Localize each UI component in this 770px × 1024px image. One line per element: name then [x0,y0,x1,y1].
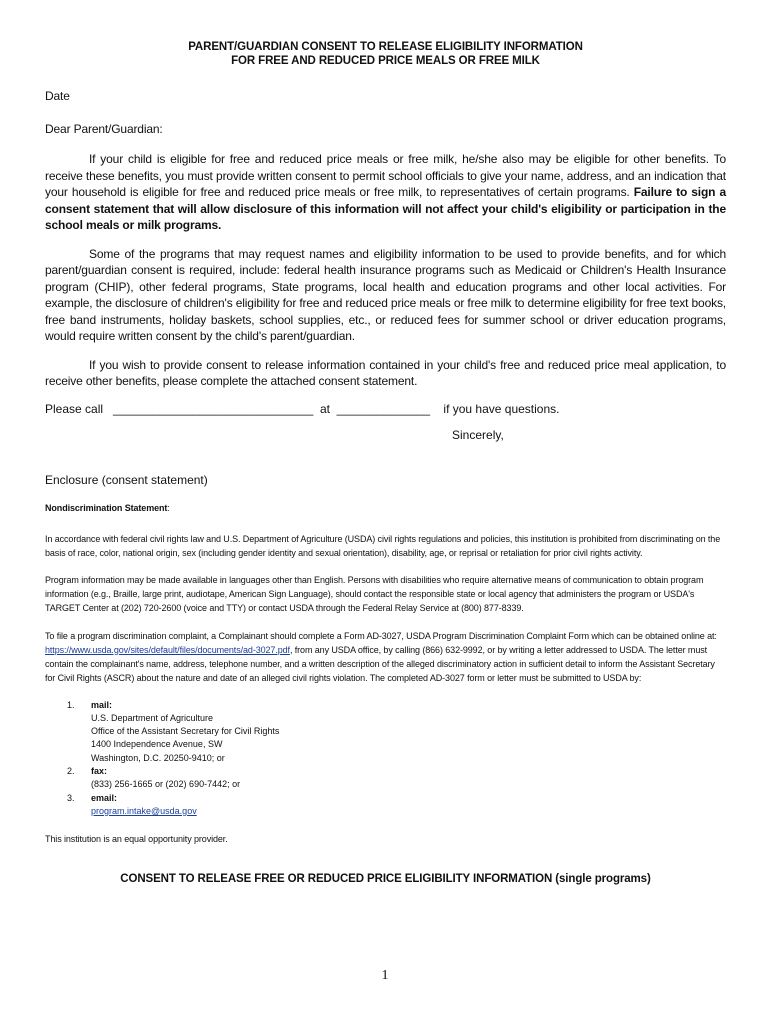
complaint-form-link[interactable]: https://www.usda.gov/sites/default/files/documents/ad-3027.pdf [45,644,290,655]
mail-line-3: 1400 Independence Avenue, SW [91,739,223,750]
paragraph-consent-instructions: If you wish to provide consent to release information contained in your child's free and reduced price meal application, to receive other benefits, please complete the attached consent statement. [45,357,726,388]
call-at: at [319,401,330,416]
nondiscrimination-paragraph-2: Program information may be made available in languages other than English. Persons with disabilities who require alternative means of communication to obtain program information (e.g., Braille, large print, audiotape, American Sign Language), should contact the responsible state or local agency that administers the program or USDA's TARGET Center at (202) 720-2600 (voice and TTY) or contact USDA through the Federal Relay Service at (800) 877-8339. [45,574,704,613]
paragraph-programs: Some of the programs that may request names and eligibility information to be used to provide benefits, and for which parent/guardian consent is required, include: federal health insurance programs such as Medicaid or Children's Health Insurance program (CHIP), other federal programs, State programs, local health and education programs and other local activities. For example, the disclosure of children's eligibility for free and reduced price meals or free milk to determine eligibility for free text books, free band instruments, holiday baskets, school supplies, etc., or reduced fees for summer school or driver education programs, would require written consent by the child's parent/guardian. [45,246,726,343]
enclosure-note: Enclosure (consent statement) [45,472,208,487]
call-name-blank[interactable]: ______________________________ [113,401,314,416]
email-label: email: [91,792,118,803]
complaint-text-after: , from any USDA office, by calling (866) 632-9992, or by writing a letter addressed to USDA. The letter must contain the complainant's name, address, telephone number, and a written description of the alleged discriminatory action in sufficient detail to inform the Assistant Secretary for Civil Rights (ASCR) about the nature and date of an alleged civil rights violation. The completed AD-3027 form or letter must be submitted to USDA by: [45,644,715,683]
call-suffix: if you have questions. [443,401,560,416]
submission-methods-list [45,699,726,819]
list-item-fax [67,765,726,792]
fax-numbers: (833) 256-1665 or (202) 690-7442; or [91,779,241,790]
mail-line-4: Washington, D.C. 20250-9410; or [91,752,225,763]
nondiscrimination-paragraph-1: In accordance with federal civil rights law and U.S. Department of Agriculture (USDA) civil rights regulations and policies, this institution is prohibited from discriminating on the basis of race, color, national origin, sex (including gender identity and sexual orientation), disability, age, or reprisal or retaliation for prior civil rights activity. [45,533,721,558]
email-link[interactable]: program.intake@usda.gov [91,805,197,816]
salutation: Dear Parent/Guardian: [45,121,163,136]
list-item-email [67,792,726,819]
mail-line-2: Office of the Assistant Secretary for Civil Rights [91,726,280,737]
fax-label: fax: [91,765,108,776]
consent-section-title: CONSENT TO RELEASE FREE OR REDUCED PRICE ELIGIBILITY INFORMATION (single programs) [120,873,651,886]
paragraph-eligibility [45,151,726,234]
paragraph-eligibility-text: If your child is eligible for free and reduced price meals or free milk, he/she also may be eligible for other benefits. To receive these benefits, you must provide written consent to permit school officials to give your name, address, and an indication that your household is eligible for free and reduced price meals or free milk, to representatives of certain programs. [45,152,726,199]
nondiscrimination-paragraph-3 [45,629,726,685]
nondiscrimination-label-suffix: : [167,502,170,513]
nondiscrimination-heading [45,501,726,515]
page-number: 1 [381,968,389,983]
equal-opportunity-statement: This institution is an equal opportunity provider. [45,834,228,845]
list-number: 3. [67,792,75,803]
title-line-2: FOR FREE AND REDUCED PRICE MEALS OR FREE MILK [231,55,540,67]
document-title [45,40,726,68]
mail-label: mail: [91,699,113,710]
call-phone-blank[interactable]: ______________ [336,401,431,416]
mail-line-1: U.S. Department of Agriculture [91,712,214,723]
nondiscrimination-label: Nondiscrimination Statement [45,502,168,513]
complaint-text-before: To file a program discrimination complaint, a Complainant should complete a Form AD-3027, USDA Program Discrimination Complaint Form which can be obtained online at: [45,630,717,641]
list-item-mail [67,699,726,765]
paragraph-eligibility-bold: Failure to sign a consent statement that will allow disclosure of this information will not affect your child's eligibility or participation in the school meals or milk programs. [45,185,726,232]
document-page [45,40,726,885]
call-line [45,402,726,416]
date-label: Date [45,89,70,103]
closing: Sincerely, [452,427,504,442]
title-line-1: PARENT/GUARDIAN CONSENT TO RELEASE ELIGIBILITY INFORMATION [188,41,583,53]
list-number: 1. [67,699,75,710]
list-number: 2. [67,765,75,776]
call-prefix: Please call [45,401,104,416]
